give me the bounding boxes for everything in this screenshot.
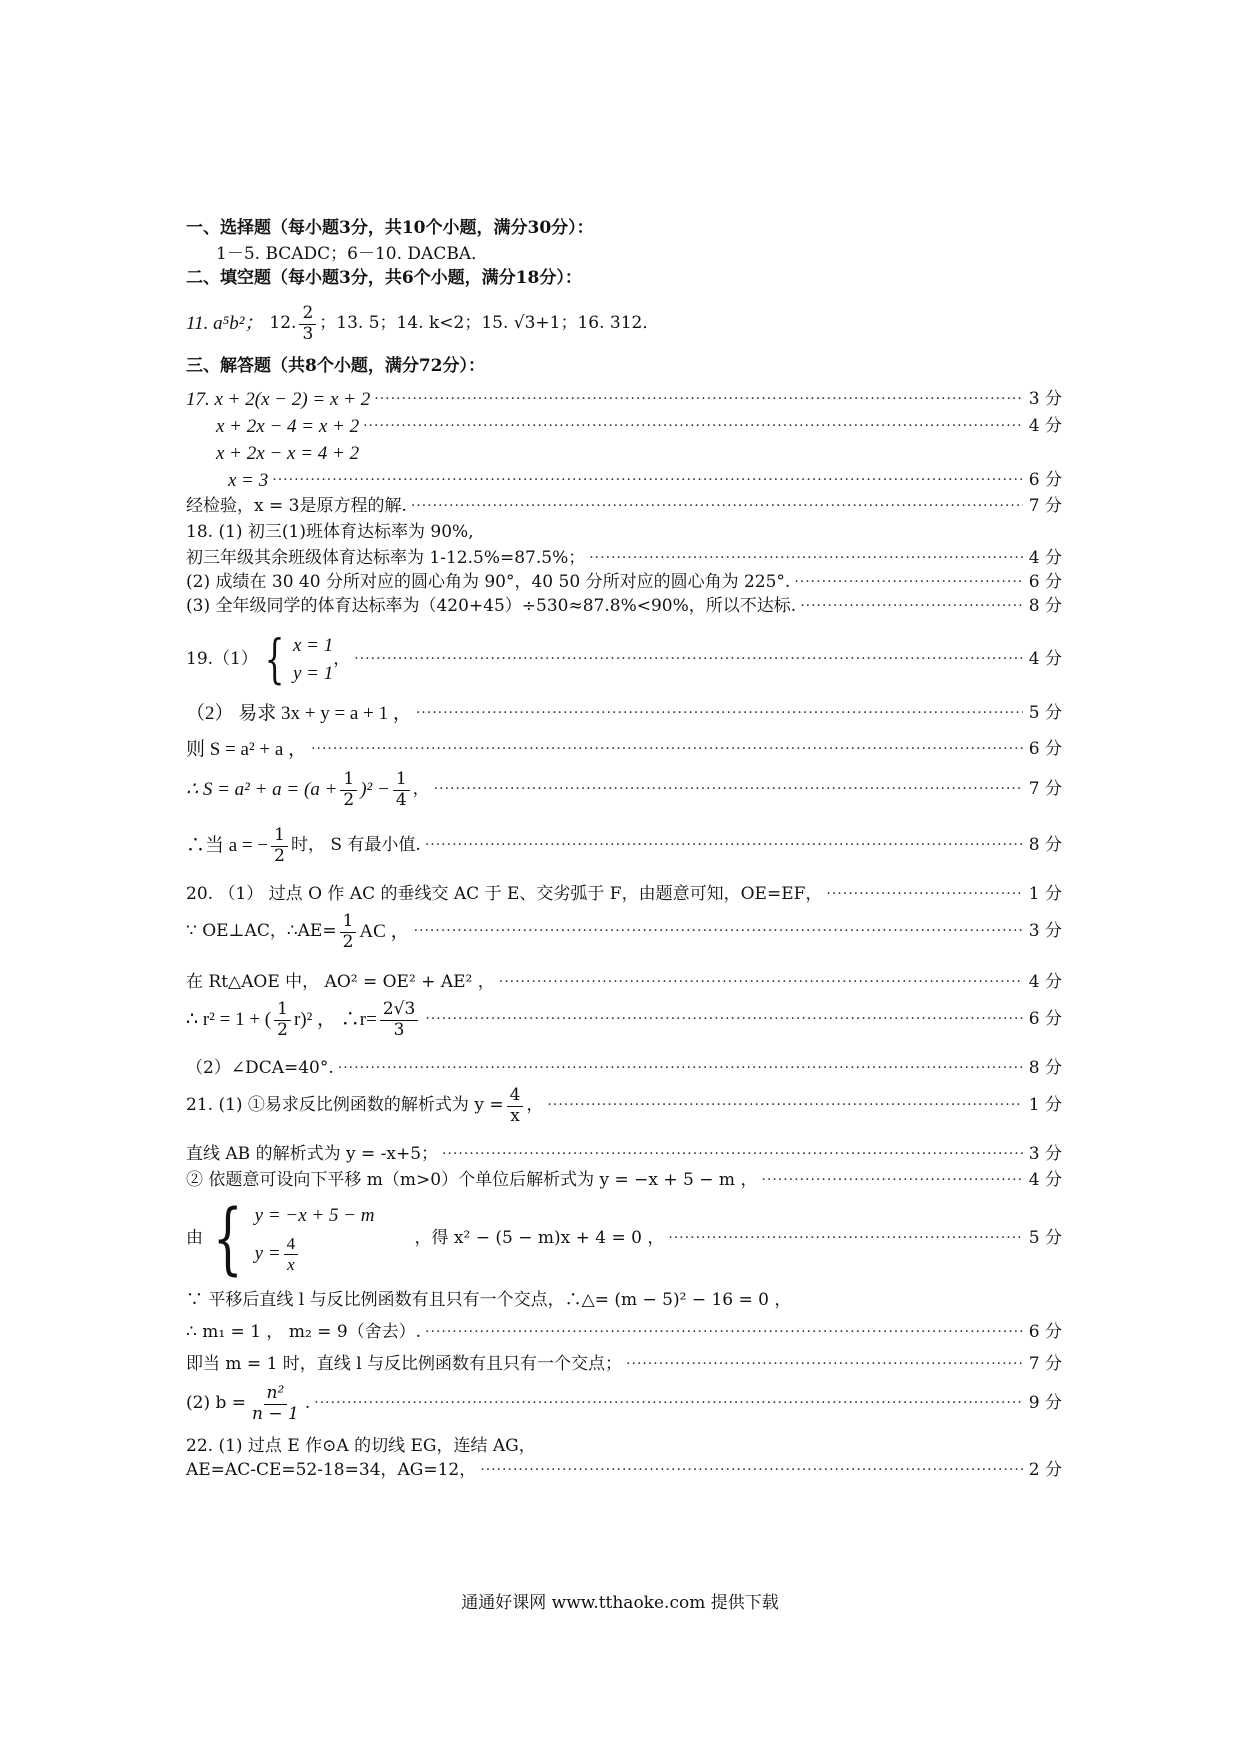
section-heading-answer: 三、解答题（共8个小题，满分72分）： [186,356,485,376]
solution-line: 20. （1） 过点 O 作 AC 的垂线交 AC 于 E、交劣弧于 F，由题意可知，OE=EF， ····· 1 分 [186,884,1062,905]
solution-line: 18. (1) 初三(1)班体育达标率为 90%, [186,522,474,542]
section-heading-fill: 二、填空题（每小题3分，共6个小题，满分18分）： [186,268,582,288]
solution-line: 即当 m = 1 时，直线 l 与反比例函数有且只有一个交点； ····· 7 分 [186,1354,1062,1375]
solution-line: 经检验，x = 3是原方程的解. ····· 7 分 [186,496,1062,517]
solution-line: AE=AC-CE=52-18=34，AG=12， ····· 2 分 [186,1460,1062,1481]
solution-line: (2) b = $\frac{\text{n²}}{n - 1}$ . ····· 9 分 [186,1384,1062,1424]
solution-line: 则 S = a² + a ， ····· 6 分 [186,738,1062,762]
solution-line: 在 Rt△AOE 中， AO² = OE² + AE² ， ····· 4 分 [186,972,1062,993]
fraction-q12: $\frac{2}{3}$ [299,304,316,344]
brace-icon: { [264,629,285,690]
solution-line: (2) 成绩在 30 40 分所对应的圆心角为 90°，40 50 分所对应的圆心角为 225°. ····· 6 分 [186,572,1062,593]
solution-line: ∵ OE⊥AC，∴AE= $\frac{1}{2}$ AC ， ····· 3 分 [186,912,1062,952]
solution-line: x + 2x − 4 = x + 2 ····· 4 分 [216,415,1062,439]
section-heading-choice: 一、选择题（每小题3分，共10个小题，满分30分）： [186,218,594,238]
fill-answers: 11. a⁵b²； 12. $\frac{2}{3}$ ；13. 5；14. k<2；15. √3+1；16. 312． [186,303,660,344]
equation-system: { y = −x + 5 − m y = $\frac{4}{x}$ [212,1194,375,1284]
solution-line: ∴ S = a² + a = (a + $\frac{1}{2}$ )² − $\frac{1}{4}$ ， ····· 7 分 [186,770,1062,810]
solution-line: 由 { y = −x + 5 − m y = $\frac{4}{x}$ ，得 x² − (5 − m)x + 4 = 0 ， ····· 5 分 [186,1200,1062,1278]
solution-line: x = 3 ····· 6 分 [228,469,1062,493]
solution-line: x + 2x − x = 4 + 2 [216,443,360,464]
choice-answers: 1－5. BCADC；6－10. DACBA． [216,244,489,264]
solution-line: 直线 AB 的解析式为 y = -x+5； ····· 3 分 [186,1144,1062,1165]
solution-line: ∴ r² = 1 + ( $\frac{1}{2}$ r)² ， ∴r= $\frac{2√3}{3}$ ····· 6 分 [186,1000,1062,1040]
solution-line: ∴ m₁ = 1 ， m₂ = 9（舍去）. ····· 6 分 [186,1322,1062,1343]
solution-line: (3) 全年级同学的体育达标率为（420+45）÷530≈87.8%<90%，所以不达标. ····· 8 分 [186,596,1062,617]
solution-line: 19.（1） { x = 1 y = 1 ， ····· 4 分 [186,632,1062,687]
solution-line: 17. x + 2(x − 2) = x + 2 ····· 3 分 [186,388,1062,412]
solution-line: （2） 易求 3x + y = a + 1 ， ····· 5 分 [186,702,1062,726]
page-footer: 通通好课网 www.tthaoke.com 提供下载 [461,1593,779,1613]
solution-line: 初三年级其余班级体育达标率为 1-12.5%=87.5%； ····· 4 分 [186,548,1062,569]
solution-line: ∵ 平移后直线 l 与反比例函数有且只有一个交点，∴△= (m − 5)² − 16 = 0 ， [186,1290,792,1310]
solution-line: ② 依题意可设向下平移 m（m>0）个单位后解析式为 y = −x + 5 − m ， ····· 4 分 [186,1170,1062,1191]
solution-line: （2）∠DCA=40°. ····· 8 分 [186,1058,1062,1079]
solution-line: 22. (1) 过点 E 作⊙A 的切线 EG，连结 AG， [186,1436,536,1456]
solution-line: ∴当 a = − $\frac{1}{2}$ 时， S 有最小值. ····· 8 分 [186,826,1062,866]
brace-icon: { [212,1194,243,1284]
equation-system: { x = 1 y = 1 [264,629,334,690]
solution-line: 21. (1) ①易求反比例函数的解析式为 y = $\frac{4}{x}$ ， ····· 1 分 [186,1086,1062,1126]
